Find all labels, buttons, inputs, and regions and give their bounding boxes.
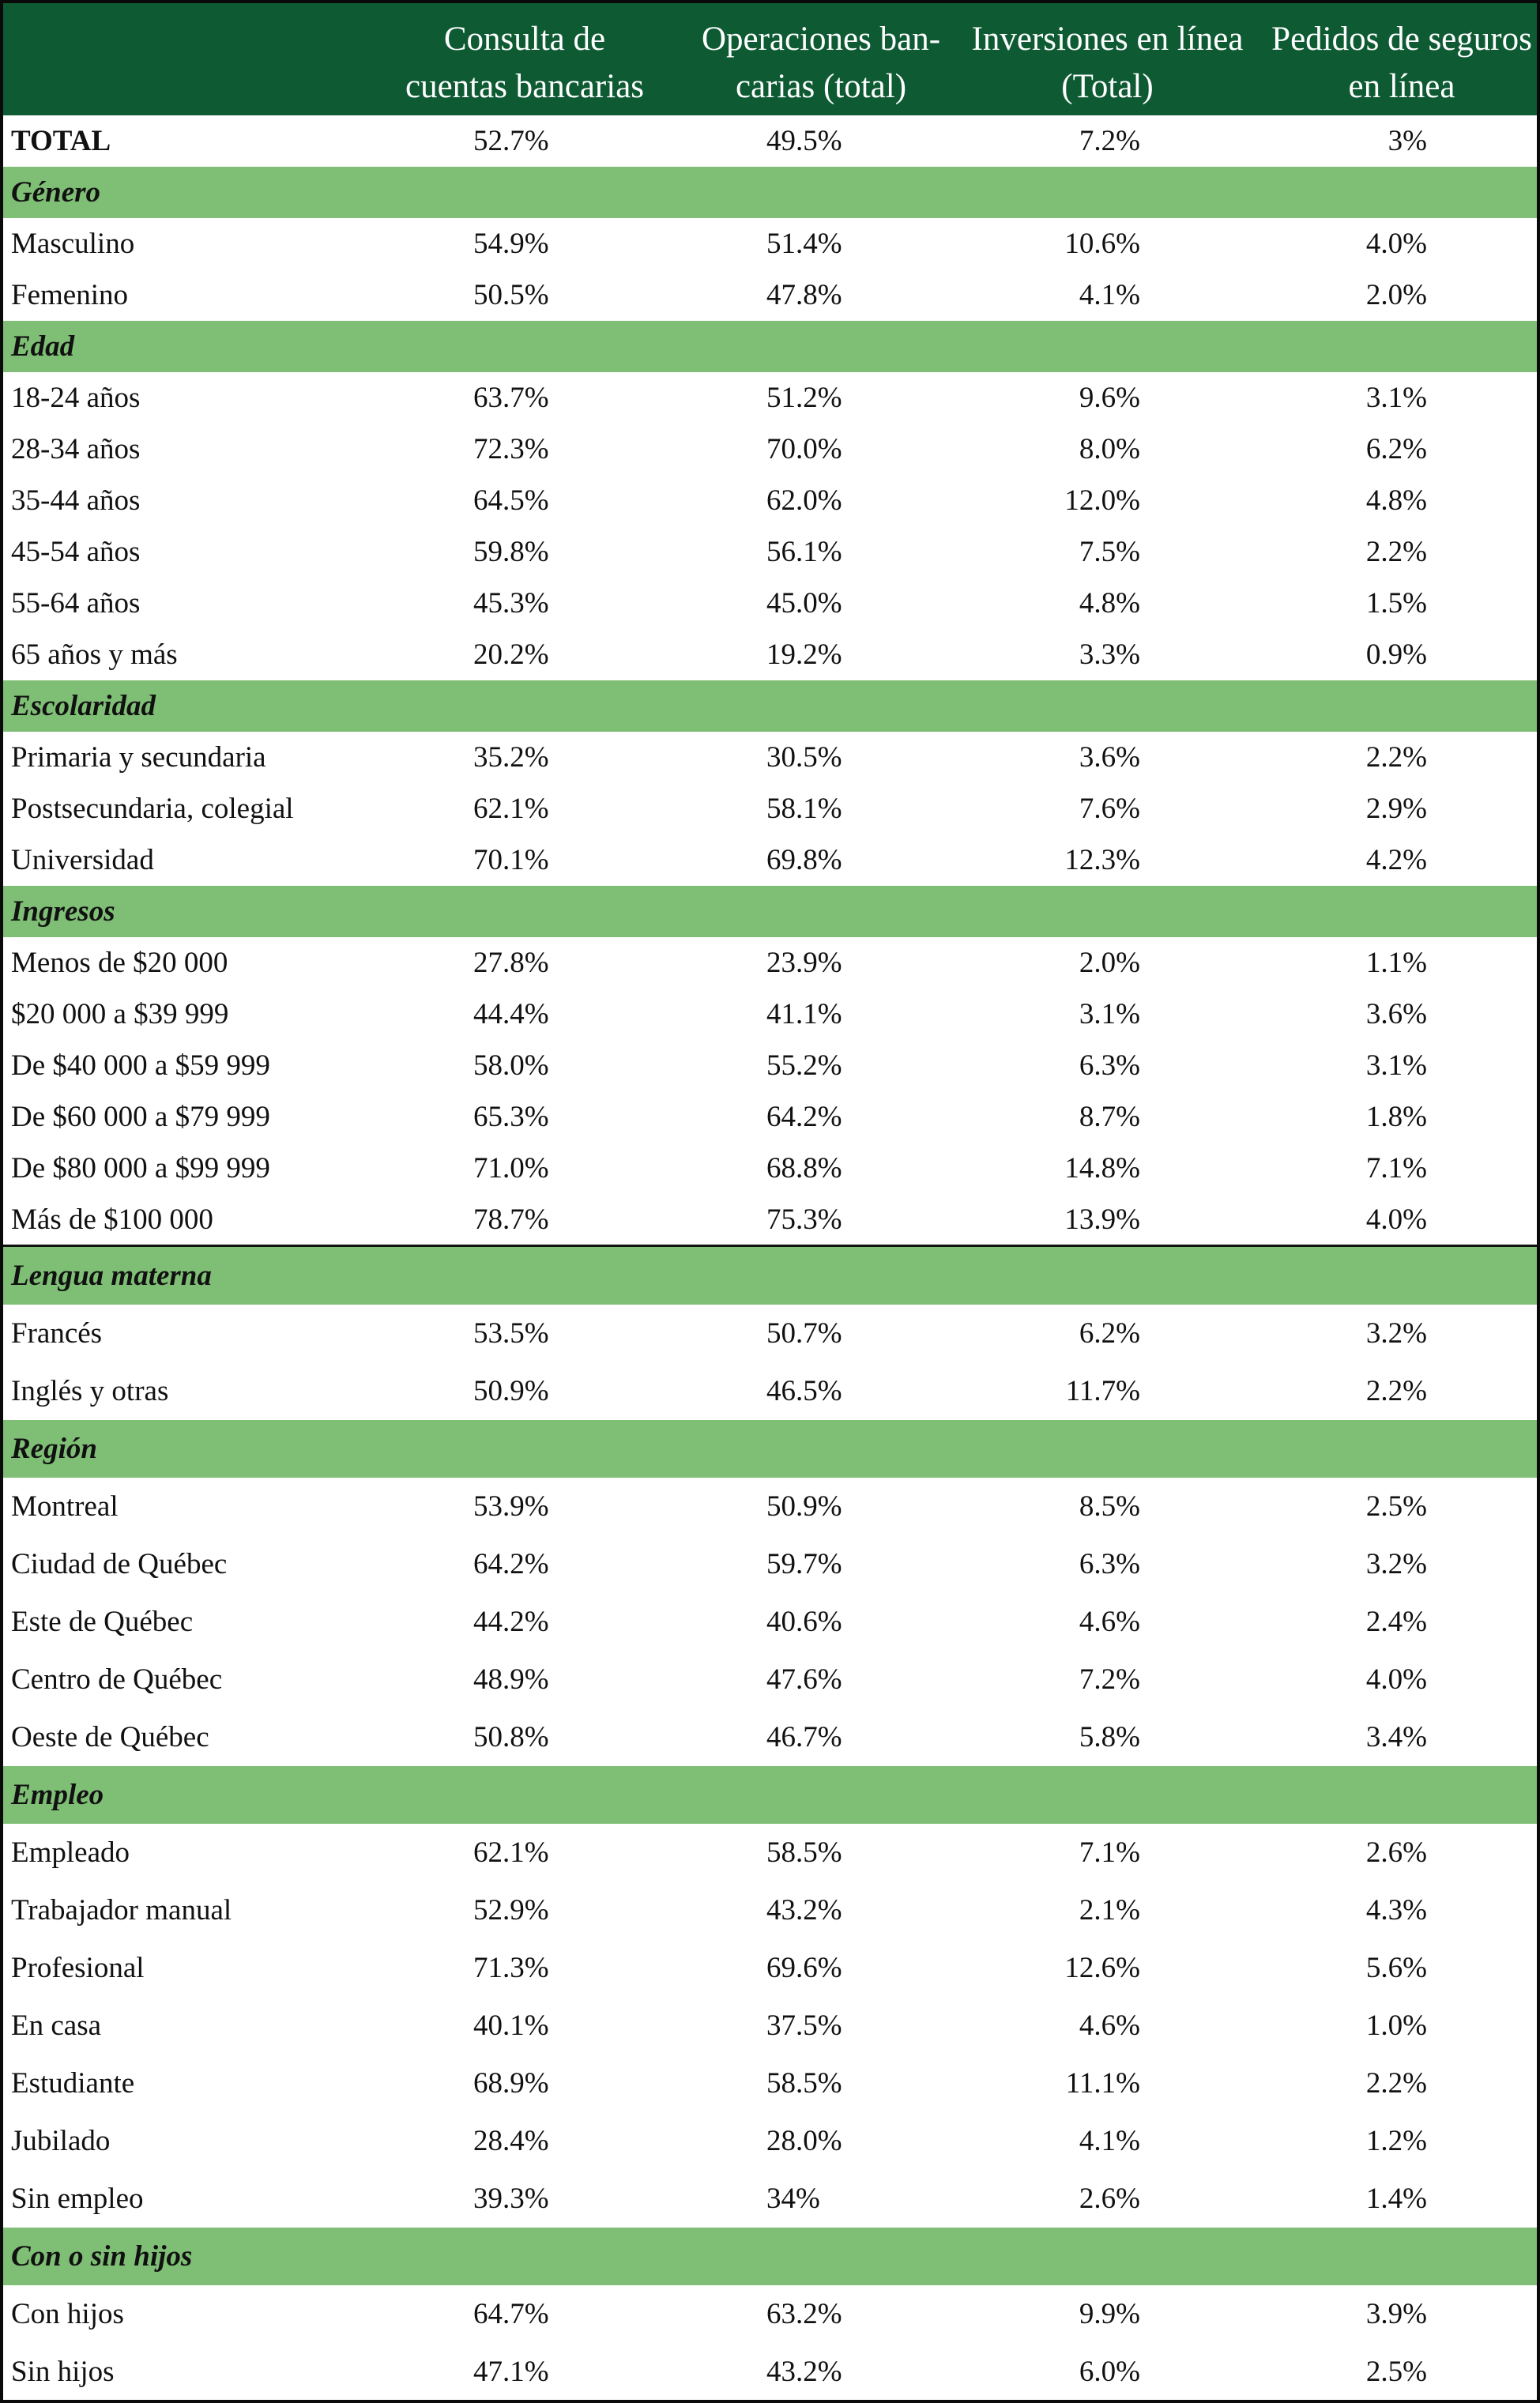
value-cell-1: 68.9%: [473, 2067, 549, 2100]
value-cell-2: 58.5%: [766, 2067, 842, 2100]
value-cell-4: 3.2%: [1365, 1548, 1427, 1580]
value-cell-2: 62.0%: [766, 484, 842, 517]
value-cell-1: 45.3%: [473, 587, 549, 620]
row-label: 65 años y más: [11, 638, 178, 671]
value-cell-4: 4.3%: [1365, 1894, 1427, 1927]
header-inversiones-linea: Inversiones en línea (Total): [971, 21, 1244, 105]
table-row: [3, 1593, 1537, 1651]
value-cell-2: 70.0%: [766, 433, 842, 465]
table-row: [3, 1939, 1537, 1997]
row-label: Masculino: [11, 228, 135, 260]
value-cell-2: 47.6%: [766, 1663, 842, 1696]
table-row: [3, 1478, 1537, 1535]
value-cell-3: 13.9%: [1064, 1203, 1140, 1236]
row-label: 18-24 años: [11, 382, 141, 414]
section-title: Lengua materna: [11, 1260, 212, 1292]
value-cell-3: 7.2%: [1079, 125, 1140, 157]
table-row: [3, 1091, 1537, 1143]
value-cell-1: 72.3%: [473, 433, 549, 465]
value-cell-2: 69.8%: [766, 844, 842, 876]
value-cell-2: 40.6%: [766, 1606, 842, 1638]
table-row: [3, 1194, 1537, 1245]
value-cell-1: 27.8%: [473, 947, 549, 979]
value-cell-4: 3.4%: [1365, 1721, 1427, 1753]
table-row: [3, 1824, 1537, 1881]
value-cell-3: 14.8%: [1064, 1152, 1140, 1185]
value-cell-4: 2.5%: [1365, 1490, 1427, 1523]
row-label: Trabajador manual: [11, 1894, 232, 1927]
section-header-row: [3, 167, 1537, 218]
table-row: [3, 475, 1537, 526]
section-title: Escolaridad: [11, 690, 156, 722]
section-title: Región: [11, 1433, 97, 1465]
value-cell-4: 1.2%: [1365, 2125, 1427, 2157]
row-label: 45-54 años: [11, 536, 141, 568]
value-cell-2: 69.6%: [766, 1952, 842, 1984]
value-cell-1: 39.3%: [473, 2183, 549, 2215]
value-cell-4: 1.1%: [1365, 947, 1427, 979]
value-cell-2: 19.2%: [766, 638, 842, 671]
value-cell-2: 45.0%: [766, 587, 842, 620]
table-row: [3, 1535, 1537, 1593]
value-cell-2: 58.1%: [766, 793, 842, 825]
row-label: 55-64 años: [11, 587, 141, 620]
value-cell-4: 4.0%: [1365, 228, 1427, 260]
header-pedidos-seguros: Pedidos de seguros en línea: [1271, 21, 1532, 105]
header-operaciones-bancarias: Operaciones ban- carias (total): [701, 21, 941, 105]
value-cell-2: 59.7%: [766, 1548, 842, 1580]
row-label: Primaria y secundaria: [11, 741, 266, 774]
value-cell-4: 1.8%: [1365, 1101, 1427, 1133]
value-cell-1: 48.9%: [473, 1663, 549, 1696]
value-cell-1: 53.5%: [473, 1317, 549, 1350]
value-cell-1: 44.4%: [473, 998, 549, 1030]
value-cell-1: 50.5%: [473, 279, 549, 311]
table-row: [3, 218, 1537, 269]
value-cell-1: 50.9%: [473, 1375, 549, 1407]
row-label: Más de $100 000: [11, 1203, 213, 1236]
value-cell-2: 23.9%: [766, 947, 842, 979]
value-cell-3: 7.2%: [1079, 1663, 1140, 1696]
row-label: Este de Québec: [11, 1606, 194, 1638]
value-cell-3: 8.0%: [1079, 433, 1140, 465]
row-label: Oeste de Québec: [11, 1721, 209, 1753]
value-cell-4: 1.5%: [1365, 587, 1427, 620]
row-label: Sin empleo: [11, 2183, 144, 2215]
value-cell-1: 53.9%: [473, 1490, 549, 1523]
section-header-row: [3, 321, 1537, 372]
row-label: Femenino: [11, 279, 128, 311]
value-cell-1: 70.1%: [473, 844, 549, 876]
value-cell-2: 75.3%: [766, 1203, 842, 1236]
value-cell-1: 71.3%: [473, 1952, 549, 1984]
value-cell-1: 54.9%: [473, 228, 549, 260]
value-cell-4: 2.2%: [1365, 741, 1427, 774]
value-cell-4: 3.1%: [1365, 382, 1427, 414]
value-cell-4: 3.6%: [1365, 998, 1427, 1030]
table-row: [3, 269, 1537, 321]
value-cell-4: 3.1%: [1365, 1049, 1427, 1082]
row-label: Menos de $20 000: [11, 947, 228, 979]
value-cell-2: 43.2%: [766, 1894, 842, 1927]
header-consulta-cuentas: Consulta de cuentas bancarias: [405, 21, 645, 105]
value-cell-4: 2.0%: [1365, 279, 1427, 311]
section-header-row: [3, 886, 1537, 937]
table-row: [3, 1040, 1537, 1091]
value-cell-3: 12.6%: [1064, 1952, 1140, 1984]
row-label: De $60 000 a $79 999: [11, 1101, 270, 1133]
table-row: [3, 629, 1537, 680]
table-row: [3, 1305, 1537, 1362]
table-row: [3, 1651, 1537, 1708]
table-row: [3, 732, 1537, 783]
value-cell-4: 2.6%: [1365, 1836, 1427, 1869]
value-cell-3: 3.6%: [1079, 741, 1140, 774]
row-label: De $40 000 a $59 999: [11, 1049, 270, 1082]
row-label: Estudiante: [11, 2067, 135, 2100]
value-cell-2: 68.8%: [766, 1152, 842, 1185]
table-row: [3, 1997, 1537, 2055]
value-cell-3: 2.1%: [1079, 1894, 1140, 1927]
section-title: Empleo: [11, 1779, 104, 1811]
value-cell-3: 7.1%: [1079, 1836, 1140, 1869]
value-cell-2: 28.0%: [766, 2125, 842, 2157]
value-cell-3: 9.6%: [1079, 382, 1140, 414]
row-label: Postsecundaria, colegial: [11, 793, 294, 825]
section-header-row: [3, 1420, 1537, 1478]
value-cell-3: 4.6%: [1079, 1606, 1140, 1638]
value-cell-4: 0.9%: [1365, 638, 1427, 671]
row-label: Inglés y otras: [11, 1375, 169, 1407]
section-title: Género: [11, 176, 101, 209]
row-label: Empleado: [11, 1836, 130, 1869]
table-row: [3, 1143, 1537, 1194]
table-row: [3, 989, 1537, 1040]
row-label: Centro de Québec: [11, 1663, 223, 1696]
value-cell-2: 63.2%: [766, 2298, 842, 2330]
value-cell-1: 59.8%: [473, 536, 549, 568]
value-cell-3: 7.5%: [1079, 536, 1140, 568]
value-cell-3: 7.6%: [1079, 793, 1140, 825]
row-label: Jubilado: [11, 2125, 111, 2157]
value-cell-2: 37.5%: [766, 2009, 842, 2042]
row-label-total: TOTAL: [11, 125, 111, 157]
value-cell-3: 5.8%: [1079, 1721, 1140, 1753]
table-row: [3, 1708, 1537, 1766]
value-cell-4: 1.0%: [1365, 2009, 1427, 2042]
section-title: Ingresos: [11, 895, 115, 928]
value-cell-1: 44.2%: [473, 1606, 549, 1638]
value-cell-3: 4.8%: [1079, 587, 1140, 620]
table-row: [3, 937, 1537, 989]
value-cell-2: 51.2%: [766, 382, 842, 414]
row-label: En casa: [11, 2009, 102, 2042]
table-row: [3, 2112, 1537, 2170]
value-cell-2: 56.1%: [766, 536, 842, 568]
table-row: [3, 424, 1537, 475]
value-cell-3: 4.1%: [1079, 279, 1140, 311]
value-cell-3: 6.3%: [1079, 1548, 1140, 1580]
value-cell-1: 20.2%: [473, 638, 549, 671]
value-cell-1: 64.5%: [473, 484, 549, 517]
value-cell-1: 35.2%: [473, 741, 549, 774]
value-cell-1: 78.7%: [473, 1203, 549, 1236]
value-cell-1: 65.3%: [473, 1101, 549, 1133]
row-label: Montreal: [11, 1490, 119, 1523]
value-cell-2: 58.5%: [766, 1836, 842, 1869]
value-cell-1: 52.9%: [473, 1894, 549, 1927]
row-label: Con hijos: [11, 2298, 124, 2330]
value-cell-1: 62.1%: [473, 1836, 549, 1869]
row-label: 35-44 años: [11, 484, 141, 517]
value-cell-2: 34%: [766, 2183, 820, 2215]
value-cell-4: 3.2%: [1365, 1317, 1427, 1350]
value-cell-4: 4.2%: [1365, 844, 1427, 876]
value-cell-1: 71.0%: [473, 1152, 549, 1185]
value-cell-2: 64.2%: [766, 1101, 842, 1133]
table-row: [3, 578, 1537, 629]
table-row: [3, 526, 1537, 578]
value-cell-3: 12.3%: [1064, 844, 1140, 876]
value-cell-3: 4.1%: [1079, 2125, 1140, 2157]
row-label: De $80 000 a $99 999: [11, 1152, 270, 1185]
row-label: Profesional: [11, 1952, 145, 1984]
row-label: 28-34 años: [11, 433, 141, 465]
value-cell-2: 30.5%: [766, 741, 842, 774]
value-cell-2: 46.7%: [766, 1721, 842, 1753]
value-cell-4: 2.2%: [1365, 1375, 1427, 1407]
section-title: Con o sin hijos: [11, 2240, 193, 2273]
table-header: [3, 3, 1537, 115]
value-cell-1: 63.7%: [473, 382, 549, 414]
value-cell-3: 2.0%: [1079, 947, 1140, 979]
value-cell-2: 41.1%: [766, 998, 842, 1030]
value-cell-1: 62.1%: [473, 793, 549, 825]
table-row: [3, 1362, 1537, 1420]
value-cell-3: 11.1%: [1065, 2067, 1140, 2100]
value-cell-4: 4.8%: [1365, 484, 1427, 517]
value-cell-2: 50.7%: [766, 1317, 842, 1350]
value-cell-3: 4.6%: [1079, 2009, 1140, 2042]
row-label: Universidad: [11, 844, 154, 876]
value-cell-3: 3.3%: [1079, 638, 1140, 671]
value-cell-4: 4.0%: [1365, 1203, 1427, 1236]
value-cell-2: 51.4%: [766, 228, 842, 260]
value-cell-2: 55.2%: [766, 1049, 842, 1082]
value-cell-1: 52.7%: [473, 125, 549, 157]
table-row: [3, 834, 1537, 886]
value-cell-1: 40.1%: [473, 2009, 549, 2042]
value-cell-4: 3%: [1388, 125, 1427, 157]
table-row: [3, 372, 1537, 424]
table-row: [3, 2170, 1537, 2228]
value-cell-3: 8.5%: [1079, 1490, 1140, 1523]
value-cell-4: 6.2%: [1365, 433, 1427, 465]
value-cell-3: 11.7%: [1065, 1375, 1140, 1407]
value-cell-4: 2.2%: [1365, 2067, 1427, 2100]
value-cell-4: 2.2%: [1365, 536, 1427, 568]
row-label: Francés: [11, 1317, 103, 1350]
section-header-row: [3, 1247, 1537, 1305]
value-cell-2: 46.5%: [766, 1375, 842, 1407]
value-cell-1: 64.7%: [473, 2298, 549, 2330]
table-row: [3, 2055, 1537, 2112]
value-cell-1: 50.8%: [473, 1721, 549, 1753]
section-header-row: [3, 1766, 1537, 1824]
table-row: [3, 783, 1537, 834]
row-label: Ciudad de Québec: [11, 1548, 228, 1580]
value-cell-4: 2.4%: [1365, 1606, 1427, 1638]
value-cell-2: 43.2%: [766, 2356, 842, 2388]
value-cell-2: 47.8%: [766, 279, 842, 311]
section-title: Edad: [11, 330, 75, 363]
value-cell-1: 47.1%: [473, 2356, 549, 2388]
section-header-row: [3, 2228, 1537, 2285]
table-row: [3, 1881, 1537, 1939]
row-label: Sin hijos: [11, 2356, 115, 2388]
value-cell-3: 8.7%: [1079, 1101, 1140, 1133]
value-cell-3: 6.3%: [1079, 1049, 1140, 1082]
value-cell-2: 49.5%: [766, 125, 842, 157]
value-cell-2: 50.9%: [766, 1490, 842, 1523]
section-header-row: [3, 680, 1537, 732]
value-cell-4: 1.4%: [1365, 2183, 1427, 2215]
value-cell-1: 58.0%: [473, 1049, 549, 1082]
value-cell-3: 6.0%: [1079, 2356, 1140, 2388]
value-cell-4: 7.1%: [1365, 1152, 1427, 1185]
value-cell-4: 5.6%: [1365, 1952, 1427, 1984]
row-label: $20 000 a $39 999: [11, 998, 229, 1030]
value-cell-4: 3.9%: [1365, 2298, 1427, 2330]
value-cell-4: 2.9%: [1365, 793, 1427, 825]
value-cell-3: 10.6%: [1064, 228, 1140, 260]
value-cell-3: 6.2%: [1079, 1317, 1140, 1350]
value-cell-3: 2.6%: [1079, 2183, 1140, 2215]
value-cell-1: 64.2%: [473, 1548, 549, 1580]
value-cell-3: 12.0%: [1064, 484, 1140, 517]
value-cell-4: 2.5%: [1365, 2356, 1427, 2388]
table-row: [3, 2285, 1537, 2343]
value-cell-4: 4.0%: [1365, 1663, 1427, 1696]
value-cell-3: 3.1%: [1079, 998, 1140, 1030]
total-row: [3, 115, 1537, 167]
table-row: [3, 2343, 1537, 2401]
value-cell-1: 28.4%: [473, 2125, 549, 2157]
value-cell-3: 9.9%: [1079, 2298, 1140, 2330]
